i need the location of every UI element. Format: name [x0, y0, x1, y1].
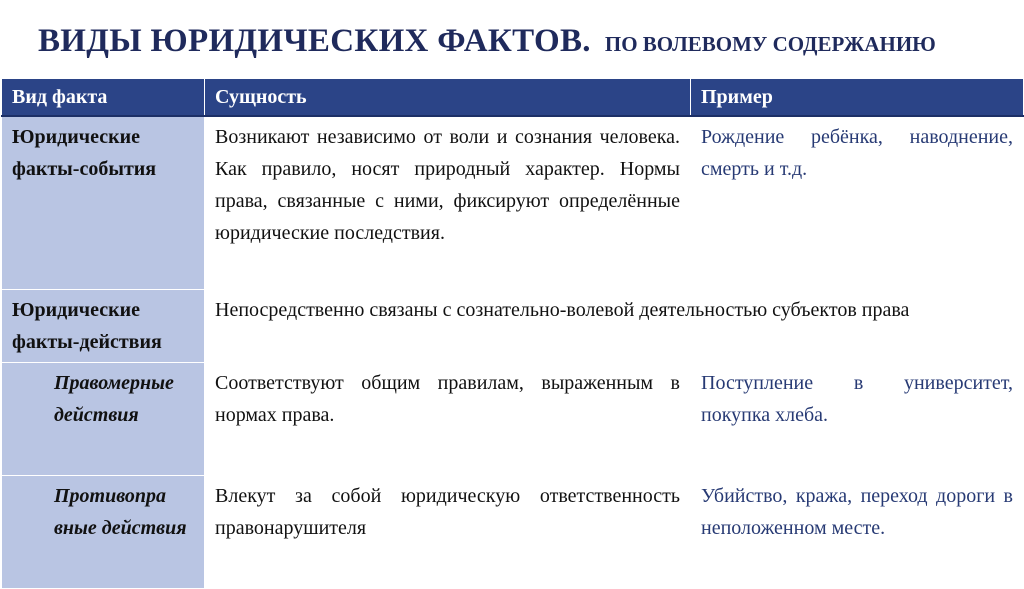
slide-title [38, 22, 936, 60]
fact-type-cell: Юридические факты-события [2, 116, 205, 290]
example-cell: Убийство, кража, переход дороги в неположенном месте. [691, 476, 1024, 589]
title-main: ВИДЫ ЮРИДИЧЕСКИХ ФАКТОВ. [38, 23, 591, 59]
title-subtitle: ПО ВОЛЕВОМУ СОДЕРЖАНИЮ [604, 32, 936, 56]
table-row [2, 476, 1024, 589]
table-header-row [2, 79, 1024, 117]
example-cell: Поступление в университет, покупка хлеба. [691, 363, 1024, 476]
table-row [2, 290, 1024, 363]
table-row [2, 116, 1024, 290]
fact-type-cell: Противопра вные действия [2, 476, 205, 589]
fact-type-cell: Юридические факты-действия [2, 290, 205, 363]
header-fact-type: Вид факта [2, 79, 205, 117]
table-row [2, 363, 1024, 476]
header-essence: Сущность [205, 79, 691, 117]
essence-cell: Соответствуют общим правилам, выраженным в нормах права. [205, 363, 691, 476]
essence-cell: Возникают независимо от воли и сознания человека. Как правило, носят природный характер. Нормы права, связанные с ними, фиксируют определённые юридические последствия. [205, 116, 691, 290]
example-cell: Рождение ребёнка, наводнение, смерть и т.д. [691, 116, 1024, 290]
essence-cell: Непосредственно связаны с сознательно-волевой деятельностью субъектов права [205, 290, 1024, 363]
legal-facts-table [1, 78, 1024, 589]
header-example: Пример [691, 79, 1024, 117]
fact-type-cell: Правомерные действия [2, 363, 205, 476]
essence-cell: Влекут за собой юридическую ответственность правонарушителя [205, 476, 691, 589]
